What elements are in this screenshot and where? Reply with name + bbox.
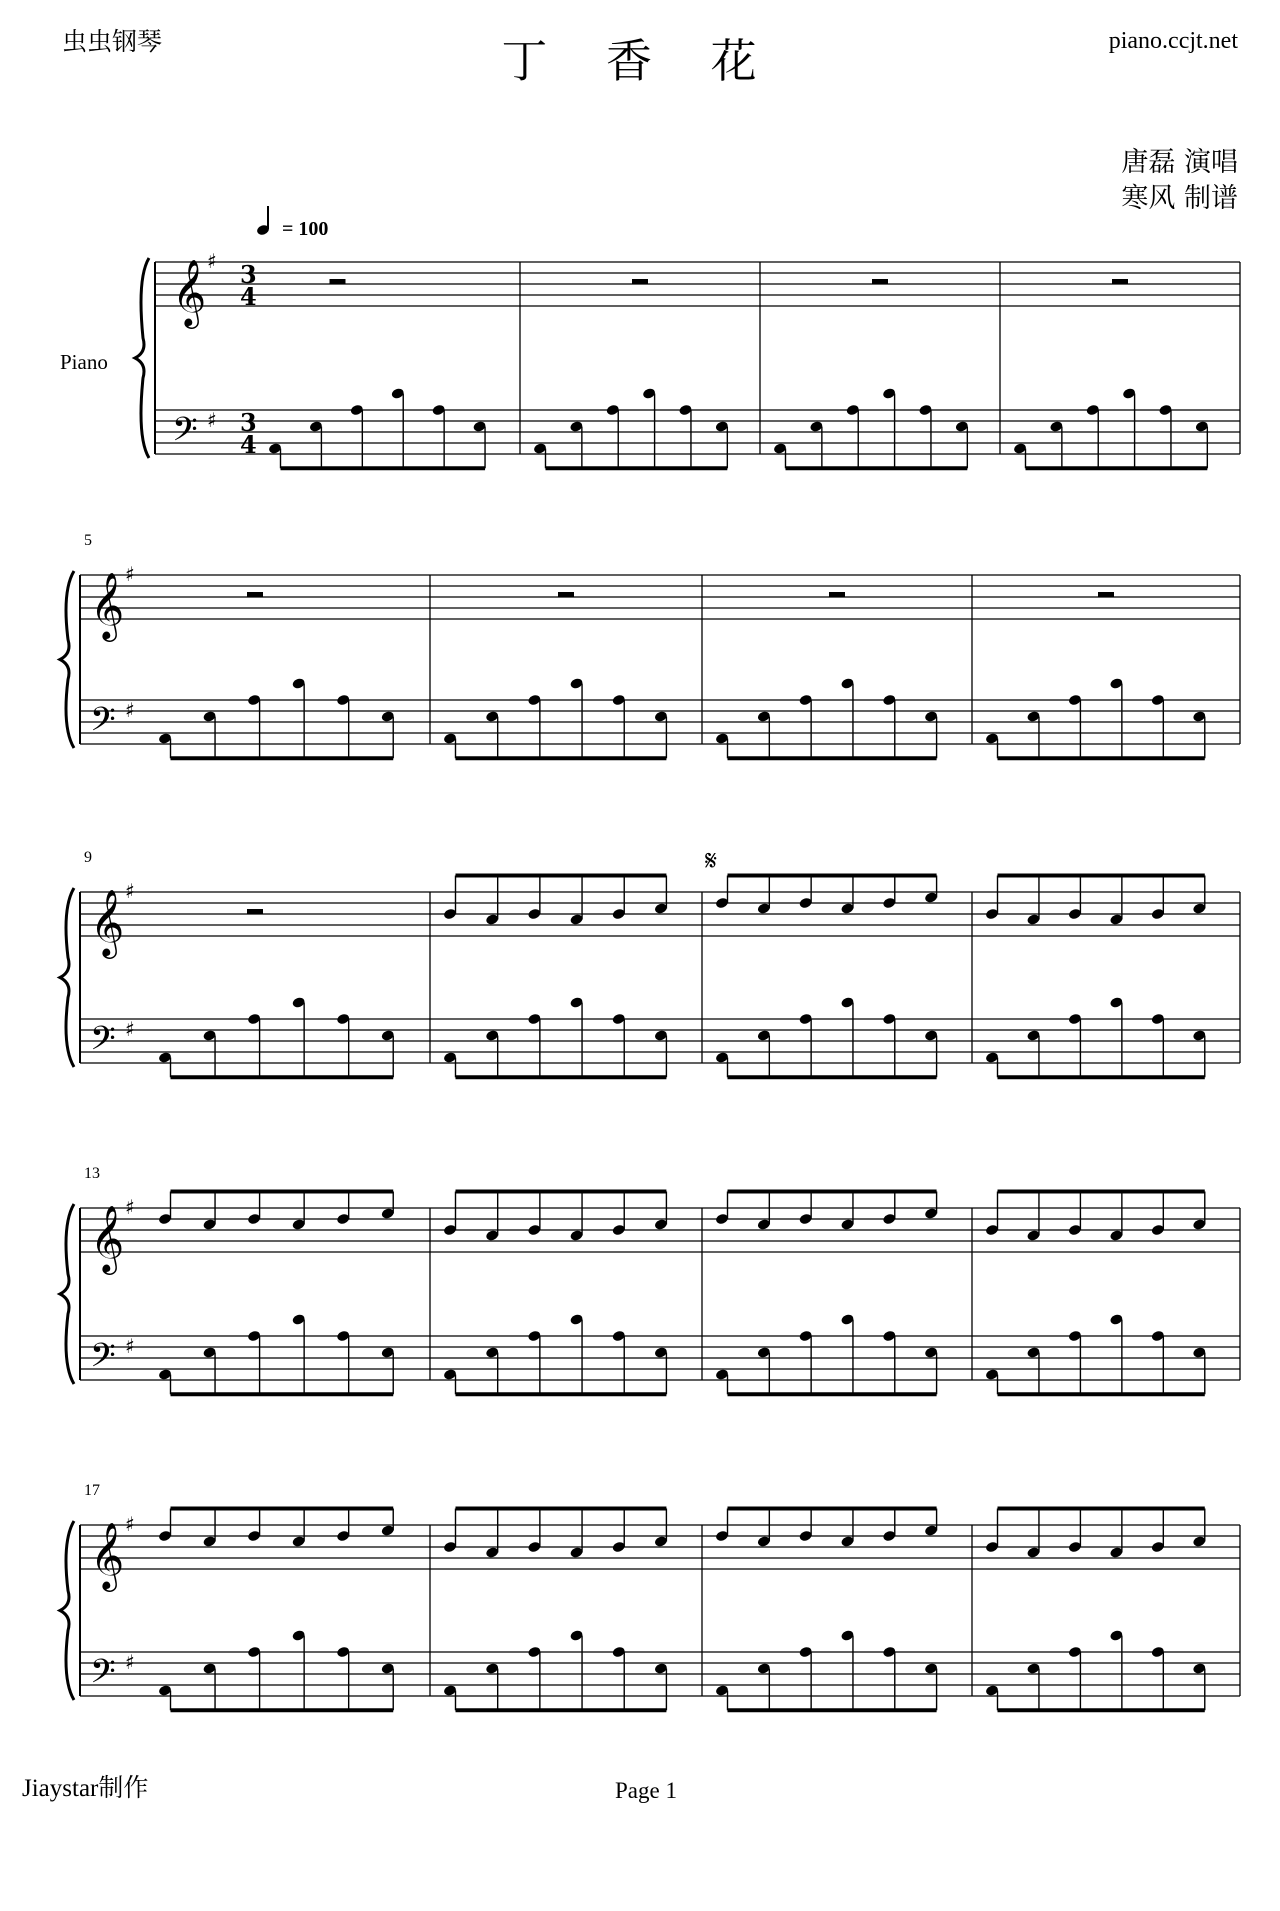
segno-icon: 𝄋 [705,844,718,877]
song-title: 丁 香 花 [501,34,779,88]
rest-icon [247,909,263,914]
sharp-icon: ♯ [125,1650,135,1674]
brace [135,258,149,458]
brace [60,1521,74,1700]
bass-staff [80,700,1240,744]
treble-clef-icon: 𝄞 [90,571,125,639]
time-signature-bottom: 4 [240,430,257,459]
treble-clef-icon: 𝄞 [90,1204,125,1272]
site-name-left: 虫虫钢琴 [62,27,163,56]
sharp-icon: ♯ [207,408,217,432]
rest-icon [558,592,574,597]
treble-clef-icon: 𝄞 [172,258,207,326]
maker-credit: Jiaystar制作 [22,1775,149,1802]
sharp-icon: ♯ [125,1334,135,1358]
treble-staff [155,262,1240,306]
sharp-icon: ♯ [125,1017,135,1041]
bass-staff [80,1336,1240,1380]
sharp-icon: ♯ [125,562,135,586]
staff-system [135,249,1240,468]
brace [60,888,74,1067]
bass-clef-icon: 𝄢 [90,701,116,747]
site-url: piano.ccjt.net [1108,28,1238,54]
treble-clef-icon: 𝄞 [90,1521,125,1589]
staff-system [60,532,1240,758]
instrument-name: Piano [60,350,108,374]
sharp-icon: ♯ [207,249,217,273]
bass-clef-icon: 𝄢 [90,1653,116,1699]
measure-number: 17 [84,1482,100,1499]
rest-icon [872,279,888,284]
sharp-icon: ♯ [125,1195,135,1219]
staff-system [60,1165,1240,1394]
measure-number: 9 [84,849,92,866]
credit-arranger: 寒风 制谱 [1121,183,1238,214]
staff-system [60,1482,1240,1710]
time-signature-top: 3 [240,408,257,437]
brace [60,1204,74,1384]
treble-clef-icon: 𝄞 [90,888,125,956]
quarter-note-icon [256,206,270,236]
sharp-icon: ♯ [125,698,135,722]
tempo-marking: = 100 [282,218,329,240]
page-number: Page 1 [615,1778,677,1803]
bass-clef-icon: 𝄢 [172,411,198,457]
brace [60,571,74,748]
sharp-icon: ♯ [125,879,135,903]
time-signature-top: 3 [240,260,257,289]
measure-number: 5 [84,532,92,549]
rest-icon [330,279,346,284]
bass-staff [80,1019,1240,1063]
bass-staff [80,1652,1240,1696]
bass-clef-icon: 𝄢 [90,1337,116,1383]
rest-icon [247,592,263,597]
sharp-icon: ♯ [125,1512,135,1536]
time-signature-bottom: 4 [240,282,257,311]
rest-icon [1112,279,1128,284]
rest-icon [1098,592,1114,597]
bass-clef-icon: 𝄢 [90,1020,116,1066]
bass-staff [155,410,1240,454]
rest-icon [829,592,845,597]
credit-singer: 唐磊 演唱 [1121,147,1238,178]
rest-icon [632,279,648,284]
staff-system [60,844,1240,1077]
measure-number: 13 [84,1165,100,1182]
